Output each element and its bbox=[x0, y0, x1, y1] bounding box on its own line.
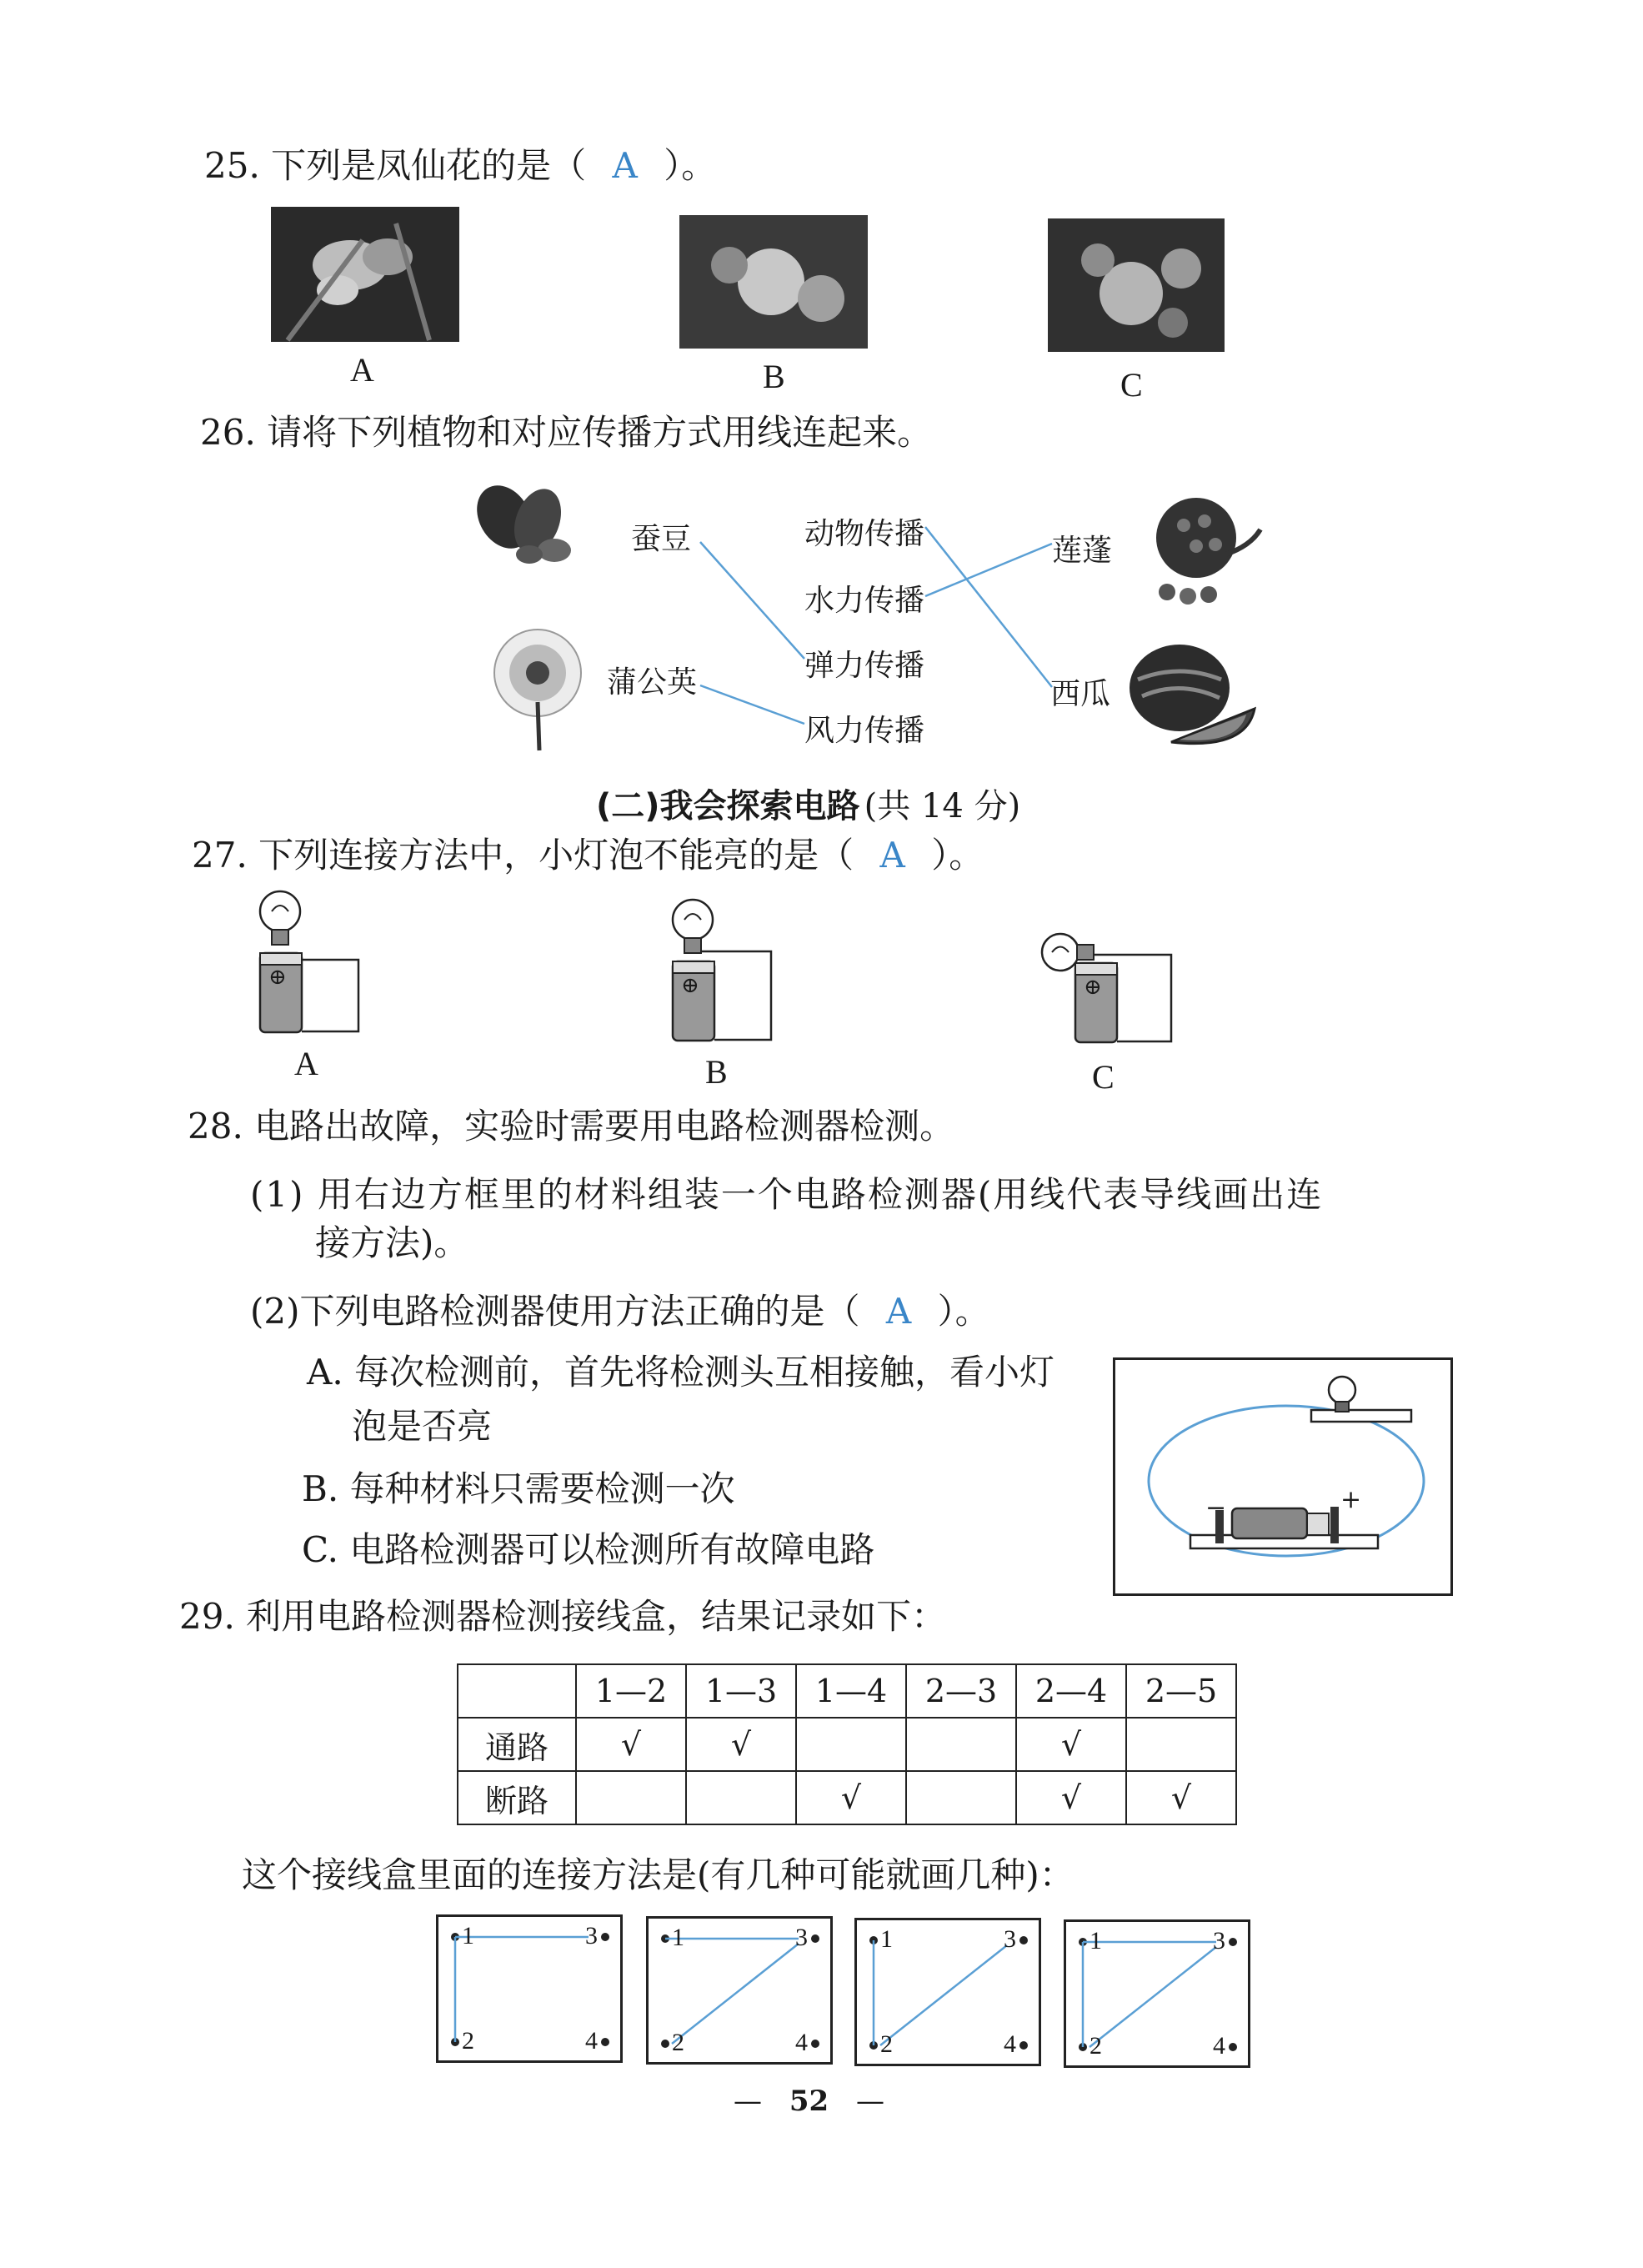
table-cell: √ bbox=[1016, 1771, 1126, 1824]
question-26: 26. 请将下列植物和对应传播方式用线连起来。 bbox=[200, 412, 933, 453]
terminal-label: 1 bbox=[672, 1924, 684, 1951]
table-header-cell: 1—3 bbox=[686, 1664, 796, 1718]
table-header-cell: 1—2 bbox=[576, 1664, 686, 1718]
question-28: 28. 电路出故障，实验时需要用电路检测器检测。 bbox=[188, 1106, 955, 1147]
matching-lines bbox=[0, 0, 1643, 834]
wiring-box-1 bbox=[436, 1914, 623, 2063]
footer-dash-right: — bbox=[855, 2085, 884, 2118]
q27-option-a-label: A bbox=[294, 1045, 318, 1082]
table-cell: √ bbox=[1016, 1718, 1126, 1771]
terminal-label: 4 bbox=[1004, 2030, 1016, 2058]
terminal-label: 2 bbox=[462, 2027, 474, 2055]
q27-option-b-label: B bbox=[705, 1053, 728, 1091]
plant-lotus: 莲蓬 bbox=[1052, 534, 1113, 568]
circuit-c-diagram bbox=[1034, 930, 1180, 1046]
table-header-cell: 2—4 bbox=[1016, 1664, 1126, 1718]
question-27-text: 27. 下列连接方法中，小灯泡不能亮的是（ bbox=[192, 835, 854, 876]
q28-part2 bbox=[250, 1291, 990, 1332]
table-cell bbox=[1126, 1718, 1236, 1771]
method-elastic: 弹力传播 bbox=[804, 649, 925, 683]
circuit-a-diagram bbox=[250, 888, 367, 1038]
table-header-cell bbox=[458, 1664, 576, 1718]
table-header-cell: 2—5 bbox=[1126, 1664, 1236, 1718]
question-29: 29. 利用电路检测器检测接线盒，结果记录如下： bbox=[179, 1596, 947, 1637]
q28-option-b: B. 每种材料只需要检测一次 bbox=[302, 1468, 735, 1509]
result-table bbox=[457, 1663, 1237, 1825]
q28-option-a-line2: 泡是否亮 bbox=[352, 1406, 493, 1447]
section-title: (二)我会探索电路 bbox=[596, 787, 860, 825]
page-footer bbox=[734, 2085, 884, 2118]
terminal-label: 3 bbox=[1004, 1925, 1016, 1953]
option-a-label: A bbox=[350, 351, 374, 389]
table-header-row bbox=[458, 1664, 1236, 1718]
answer-25: A bbox=[612, 145, 638, 186]
battery-b-plus: ⊕ bbox=[681, 973, 699, 998]
method-water: 水力传播 bbox=[804, 584, 925, 618]
table-row bbox=[458, 1718, 1236, 1771]
terminal-label: 4 bbox=[1213, 2032, 1225, 2060]
table-row bbox=[458, 1771, 1236, 1824]
section-heading bbox=[596, 780, 1020, 827]
row-label-connected: 通路 bbox=[458, 1718, 576, 1771]
question-25-suffix: ）。 bbox=[664, 145, 717, 186]
table-cell: √ bbox=[686, 1718, 796, 1771]
option-c-label: C bbox=[1120, 366, 1143, 404]
terminal-label: 4 bbox=[795, 2029, 808, 2056]
terminal-label: 2 bbox=[880, 2030, 893, 2058]
terminal-label: 1 bbox=[462, 1922, 474, 1949]
battery-c-plus: ⊕ bbox=[1084, 975, 1102, 1000]
section-score: (共 14 分) bbox=[864, 787, 1021, 825]
table-cell: √ bbox=[796, 1771, 906, 1824]
table-header-cell: 1—4 bbox=[796, 1664, 906, 1718]
table-cell bbox=[686, 1771, 796, 1824]
wiring-box-3 bbox=[854, 1918, 1041, 2066]
table-cell bbox=[796, 1718, 906, 1771]
question-25-text: 25. 下列是凤仙花的是（ bbox=[204, 145, 587, 186]
method-animal: 动物传播 bbox=[804, 517, 925, 551]
q28-part2-suffix: ）。 bbox=[937, 1291, 990, 1332]
terminal-label: 3 bbox=[795, 1924, 808, 1951]
method-wind: 风力传播 bbox=[804, 714, 925, 748]
circuit-b-diagram bbox=[663, 896, 779, 1046]
q28-option-a-line1: A. 每次检测前，首先将检测头互相接触，看小灯 bbox=[307, 1352, 1055, 1392]
table-cell bbox=[906, 1718, 1016, 1771]
terminal-label: 2 bbox=[672, 2029, 684, 2056]
table-cell: √ bbox=[1126, 1771, 1236, 1824]
table-cell bbox=[906, 1771, 1016, 1824]
q27-option-c-label: C bbox=[1092, 1058, 1115, 1096]
plant-watermelon: 西瓜 bbox=[1050, 677, 1111, 711]
q28-part2-text: (2)下列电路检测器使用方法正确的是（ bbox=[250, 1291, 860, 1332]
q28-option-c: C. 电路检测器可以检测所有故障电路 bbox=[302, 1529, 875, 1570]
row-label-broken: 断路 bbox=[458, 1771, 576, 1824]
answer-27: A bbox=[879, 835, 905, 876]
wiring-box-4 bbox=[1064, 1919, 1250, 2068]
battery-a-plus: ⊕ bbox=[268, 965, 287, 990]
terminal-label: 4 bbox=[585, 2027, 598, 2055]
wiring-box-2 bbox=[646, 1916, 833, 2065]
q28-part1-line1: (1) 用右边方框里的材料组装一个电路检测器(用线代表导线画出连 bbox=[250, 1174, 1324, 1215]
battery-plus-sign: + bbox=[1340, 1485, 1362, 1514]
terminal-label: 2 bbox=[1089, 2032, 1102, 2060]
table-cell: √ bbox=[576, 1718, 686, 1771]
page-number: 52 bbox=[789, 2085, 829, 2118]
terminal-label: 3 bbox=[585, 1922, 598, 1949]
circuit-tester-box bbox=[1113, 1357, 1453, 1596]
question-27 bbox=[192, 835, 984, 876]
table-header-cell: 2—3 bbox=[906, 1664, 1016, 1718]
question-27-suffix: ）。 bbox=[931, 835, 984, 876]
terminal-label: 1 bbox=[1089, 1927, 1102, 1954]
terminal-label: 1 bbox=[880, 1925, 893, 1953]
plant-broad-bean: 蚕豆 bbox=[631, 522, 692, 556]
plant-dandelion: 蒲公英 bbox=[607, 665, 698, 700]
table-cell bbox=[576, 1771, 686, 1824]
battery-minus-sign: − bbox=[1205, 1493, 1227, 1523]
answer-28-2: A bbox=[885, 1291, 912, 1332]
q28-part1-line2: 接方法)。 bbox=[315, 1222, 469, 1263]
footer-dash-left: — bbox=[734, 2085, 762, 2118]
option-b-label: B bbox=[763, 358, 785, 395]
terminal-label: 3 bbox=[1213, 1927, 1225, 1954]
q29-prompt: 这个接线盒里面的连接方法是(有几种可能就画几种)： bbox=[242, 1854, 1074, 1895]
